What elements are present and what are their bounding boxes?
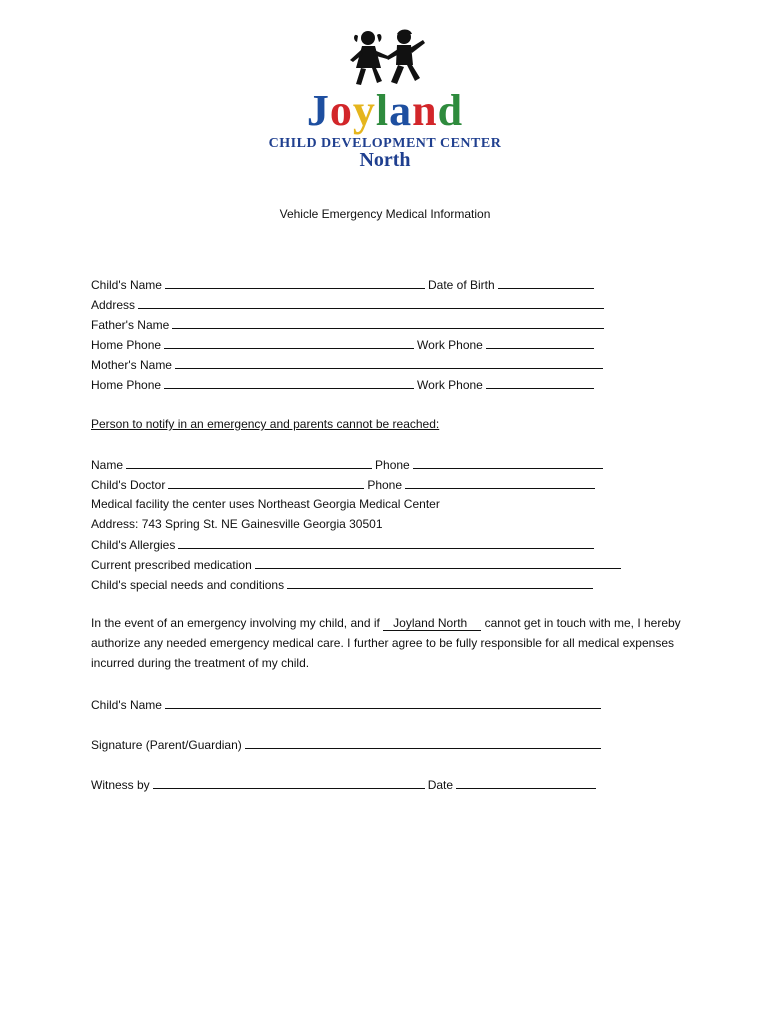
- address-field[interactable]: [138, 295, 604, 309]
- childs-name-sign-row: [91, 695, 604, 713]
- mothers-name-label: Mother's Name: [91, 358, 172, 372]
- brand-letter: a: [389, 86, 413, 135]
- special-needs-label: Child's special needs and conditions: [91, 578, 285, 592]
- logo-subtitle: CHILD DEVELOPMENT CENTER: [268, 136, 502, 151]
- brand-letter: d: [437, 86, 464, 135]
- work-phone-label: Work Phone: [417, 378, 483, 392]
- center-name-field[interactable]: Joyland North: [383, 616, 481, 631]
- childs-name-field[interactable]: [165, 275, 425, 289]
- brand-name: [240, 86, 530, 136]
- contact-name-label: Name: [91, 458, 124, 472]
- childs-name-label: Child's Name: [91, 698, 162, 712]
- authorization-text-2: cannot get in touch with me, I hereby authorize any needed emergency medical care. I further agree to be fully responsible for all medical expenses incurred during the treatment of my child.: [91, 616, 681, 670]
- witness-row: [91, 775, 599, 793]
- home-phone-label: Home Phone: [91, 378, 162, 392]
- work-phone-field[interactable]: [486, 375, 594, 389]
- brand-letter: J: [306, 86, 330, 135]
- allergies-row: [91, 535, 597, 553]
- home-phone-label: Home Phone: [91, 338, 162, 352]
- fathers-name-row: [91, 315, 607, 333]
- mothers-name-field[interactable]: [175, 355, 603, 369]
- allergies-label: Child's Allergies: [91, 538, 176, 552]
- date-of-birth-label: Date of Birth: [427, 278, 495, 292]
- contact-name-row: [91, 455, 606, 473]
- father-phone-row: [91, 335, 597, 353]
- brand-letter: n: [412, 86, 438, 135]
- fathers-name-label: Father's Name: [91, 318, 170, 332]
- document-title: Vehicle Emergency Medical Information: [279, 207, 491, 221]
- medication-label: Current prescribed medication: [91, 558, 252, 572]
- brand-letter: l: [375, 86, 390, 135]
- contact-phone-field[interactable]: [413, 455, 603, 469]
- work-phone-label: Work Phone: [417, 338, 483, 352]
- signature-field[interactable]: [245, 735, 601, 749]
- center-logo: [240, 28, 530, 173]
- brand-letter: o: [329, 86, 353, 135]
- medication-row: [91, 555, 624, 573]
- emergency-notice: Person to notify in an emergency and parents cannot be reached:: [91, 417, 440, 431]
- date-label: Date: [427, 778, 454, 792]
- special-needs-row: [91, 575, 596, 593]
- address-row: [91, 295, 607, 313]
- mothers-name-row: [91, 355, 606, 373]
- childs-doctor-field[interactable]: [168, 475, 364, 489]
- home-phone-field[interactable]: [164, 375, 414, 389]
- mother-phone-row: [91, 375, 597, 393]
- allergies-field[interactable]: [178, 535, 594, 549]
- childs-name-row: [91, 275, 597, 293]
- doctor-row: [91, 475, 598, 493]
- doctor-phone-label: Phone: [367, 478, 403, 492]
- facility-address: Address: 743 Spring St. NE Gainesville Georgia 30501: [91, 517, 383, 531]
- special-needs-field[interactable]: [287, 575, 593, 589]
- date-field[interactable]: [456, 775, 596, 789]
- work-phone-field[interactable]: [486, 335, 594, 349]
- authorization-text-1: In the event of an emergency involving my child, and if: [91, 616, 380, 630]
- signature-row: [91, 735, 604, 753]
- children-silhouette-icon: [348, 28, 426, 90]
- home-phone-field[interactable]: [164, 335, 414, 349]
- date-of-birth-field[interactable]: [498, 275, 594, 289]
- signature-label: Signature (Parent/Guardian): [91, 738, 242, 752]
- witness-label: Witness by: [91, 778, 150, 792]
- authorization-paragraph: [91, 613, 691, 673]
- logo-location: North: [359, 149, 411, 171]
- doctor-phone-field[interactable]: [405, 475, 595, 489]
- witness-field[interactable]: [153, 775, 425, 789]
- contact-phone-label: Phone: [375, 458, 410, 472]
- fathers-name-field[interactable]: [172, 315, 604, 329]
- brand-letter: y: [352, 86, 376, 135]
- medical-facility: Medical facility the center uses Northeast Georgia Medical Center: [91, 497, 440, 511]
- medication-field[interactable]: [255, 555, 621, 569]
- childs-name-label: Child's Name: [91, 278, 162, 292]
- childs-doctor-label: Child's Doctor: [91, 478, 166, 492]
- childs-name-sign-field[interactable]: [165, 695, 601, 709]
- address-label: Address: [91, 298, 136, 312]
- contact-name-field[interactable]: [126, 455, 372, 469]
